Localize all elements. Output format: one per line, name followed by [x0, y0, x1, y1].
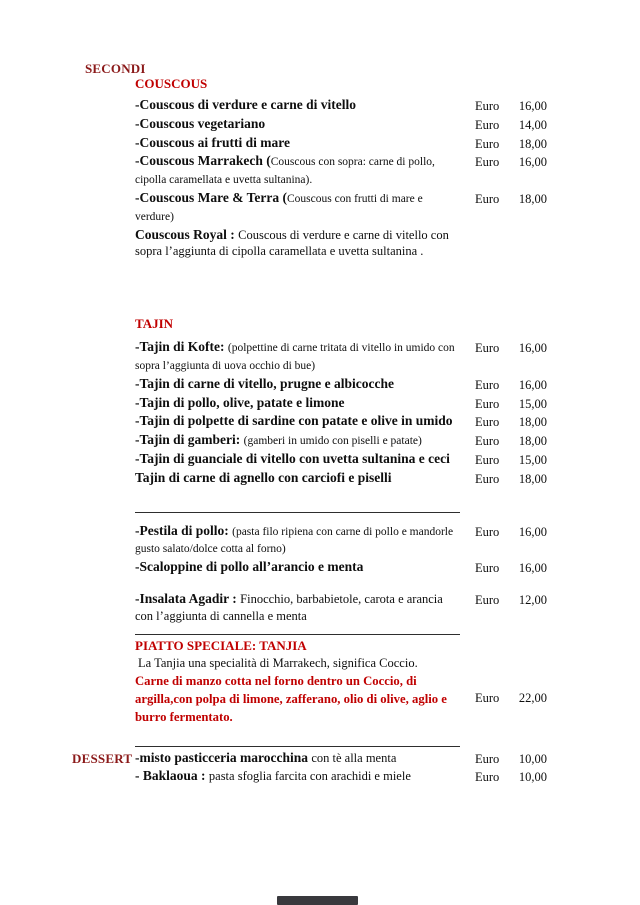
item-price — [475, 413, 547, 431]
item-name: -Couscous ai frutti di mare — [135, 134, 290, 150]
item-price — [475, 523, 547, 541]
item-name: -Couscous Mare & Terra ( — [135, 189, 287, 205]
price-value: 18,00 — [518, 471, 547, 486]
menu-item-text — [135, 116, 458, 133]
divider — [135, 746, 460, 747]
menu-item-text — [135, 135, 458, 152]
item-name: -Tajin di guanciale di vitello con uvetta sultanina e ceci — [135, 450, 450, 466]
price-value: 15,00 — [518, 396, 547, 411]
menu-item-text — [135, 376, 458, 393]
price-value: 18,00 — [518, 191, 547, 206]
menu-item-text — [135, 451, 458, 468]
item-description: Couscous con sopra: carne di pollo, cipolla caramellata e uvetta sultanina). — [135, 156, 435, 187]
menu-item-text — [135, 153, 458, 189]
menu-item-text — [135, 339, 458, 375]
menu-item-text — [135, 413, 458, 430]
menu-item-row — [135, 591, 547, 625]
item-price — [475, 376, 547, 394]
menu-item-text — [135, 591, 458, 625]
item-name: -Couscous di verdure e carne di vitello — [135, 97, 356, 112]
menu-item-text — [135, 227, 458, 261]
price-value: 16,00 — [518, 99, 547, 113]
menu-item-row — [135, 339, 547, 375]
menu-item-text — [135, 523, 458, 559]
item-description: (pasta filo ripiena con carne di pollo e mandorle gusto salato/dolce cotta al forno) — [135, 525, 454, 556]
item-price — [475, 591, 547, 609]
item-price — [475, 451, 547, 469]
currency-label: Euro — [475, 751, 500, 766]
price-value: 16,00 — [518, 377, 547, 392]
item-name: -misto pasticceria marocchina — [135, 749, 312, 765]
currency-label: Euro — [475, 136, 500, 151]
menu-item-row — [135, 432, 547, 450]
bottom-bar — [277, 896, 358, 905]
item-price — [475, 395, 547, 413]
currency-label: Euro — [475, 341, 500, 356]
item-description: con tè alla menta — [311, 750, 397, 765]
item-price — [475, 97, 547, 115]
menu-item-row — [135, 395, 547, 413]
item-name: -Pestila di pollo: — [135, 522, 233, 538]
menu-item-text — [135, 190, 458, 226]
price-value: 18,00 — [518, 136, 547, 151]
item-name: -Tajin di carne di vitello, prugne e albicocche — [135, 375, 394, 391]
currency-label: Euro — [475, 524, 500, 539]
menu-item-row — [135, 376, 547, 394]
item-description: Couscous di verdure e carne di vitello con sopra l’aggiunta di cipolla caramellata e uvetta sultanina . — [135, 227, 449, 259]
menu-item-text — [135, 97, 458, 114]
currency-label: Euro — [475, 471, 500, 486]
price-value: 16,00 — [518, 155, 547, 170]
menu-item-row — [135, 116, 547, 134]
item-price — [475, 190, 547, 208]
item-price — [475, 750, 547, 768]
tanjia-description: Carne di manzo cotta nel forno dentro un Coccio, di argilla,con polpa di limone, zafferano, olio di olive, aglio e burro fermentato. — [135, 673, 447, 724]
menu-item-row — [135, 153, 547, 189]
menu-item-row — [135, 413, 547, 431]
item-price — [475, 432, 547, 450]
menu-item-row — [135, 768, 547, 786]
item-price — [475, 135, 547, 153]
price-value: 18,00 — [518, 415, 547, 430]
price-value: 18,00 — [518, 434, 547, 449]
menu-item-text — [135, 559, 458, 576]
currency-label: Euro — [475, 561, 500, 576]
menu-item-row — [135, 97, 547, 115]
couscous-heading: COUSCOUS — [135, 76, 208, 91]
currency-label: Euro — [475, 592, 500, 607]
item-name: Tajin di carne di agnello con carciofi e piselli — [135, 469, 392, 485]
item-name: -Scaloppine di pollo all’arancio e menta — [135, 559, 364, 575]
currency-label: Euro — [475, 434, 500, 449]
price-value: 12,00 — [518, 592, 547, 607]
item-price — [475, 339, 547, 357]
item-name: -Tajin di gamberi: — [135, 432, 244, 448]
tajin-heading: TAJIN — [135, 316, 174, 332]
item-price — [475, 470, 547, 488]
menu-item-row — [135, 672, 547, 726]
item-name: - Baklaoua : — [135, 768, 209, 784]
section-label-secondi: SECONDI — [85, 61, 146, 76]
menu-item-row — [135, 559, 547, 577]
currency-label: Euro — [475, 691, 500, 706]
menu-item-text — [135, 470, 458, 487]
menu-item-row — [135, 470, 547, 488]
item-name: -Tajin di pollo, olive, patate e limone — [135, 394, 345, 410]
item-description: Couscous con frutti di mare e verdure) — [135, 192, 423, 223]
item-price — [475, 690, 547, 707]
currency-label: Euro — [475, 396, 500, 411]
item-price — [475, 153, 547, 171]
tanjia-heading: PIATTO SPECIALE: TANJIA — [135, 637, 307, 653]
price-value: 22,00 — [518, 691, 547, 706]
currency-label: Euro — [475, 117, 500, 132]
menu-item-text — [135, 750, 458, 767]
item-price — [475, 559, 547, 577]
menu-item-row — [135, 190, 547, 226]
currency-label: Euro — [475, 191, 500, 206]
item-name: -Couscous vegetariano — [135, 115, 266, 131]
menu-item-text — [135, 432, 458, 450]
currency-label: Euro — [475, 452, 500, 467]
currency-label: Euro — [475, 770, 500, 785]
item-name: -Tajin di polpette di sardine con patate e olive in umido — [135, 413, 453, 429]
item-description: (polpettine di carne tritata di vitello in umido con sopra l’aggiunta di uova occhio di bue) — [135, 342, 455, 372]
currency-label: Euro — [475, 155, 500, 170]
item-description: pasta sfoglia farcita con arachidi e miele — [208, 769, 411, 784]
item-price — [475, 116, 547, 134]
tanjia-special-section — [135, 638, 547, 726]
item-price — [475, 768, 547, 786]
menu-item-text — [135, 768, 458, 785]
section-label-dessert: DESSERT — [72, 750, 133, 766]
divider — [135, 512, 460, 513]
item-description: Finocchio, barbabietole, carota e arancia con l’aggiunta di cannella e menta — [135, 591, 443, 623]
price-value: 16,00 — [518, 524, 547, 539]
item-name: Couscous Royal : — [135, 226, 239, 242]
menu-item-row — [135, 135, 547, 153]
price-value: 10,00 — [518, 770, 547, 785]
menu-content — [72, 61, 547, 787]
menu-item-row — [135, 451, 547, 469]
price-value: 14,00 — [518, 117, 547, 132]
menu-item-row — [135, 523, 547, 559]
item-name: -Insalata Agadir : — [135, 590, 241, 606]
menu-item-row — [135, 227, 547, 261]
item-name: -Tajin di Kofte: — [135, 339, 228, 355]
item-name: -Couscous Marrakech ( — [135, 153, 271, 169]
price-value: 10,00 — [518, 751, 547, 766]
menu-item-row — [135, 750, 547, 768]
currency-label: Euro — [475, 415, 500, 430]
divider — [135, 634, 460, 635]
tanjia-intro: La Tanjia una specialità di Marrakech, significa Coccio. — [138, 655, 418, 670]
price-value: 16,00 — [518, 341, 547, 356]
price-value: 15,00 — [518, 452, 547, 467]
dessert-section — [72, 749, 547, 787]
price-value: 16,00 — [518, 561, 547, 576]
item-description: (gamberi in umido con piselli e patate) — [243, 435, 422, 448]
menu-item-text — [135, 395, 458, 412]
currency-label: Euro — [475, 377, 500, 392]
currency-label: Euro — [475, 99, 500, 113]
